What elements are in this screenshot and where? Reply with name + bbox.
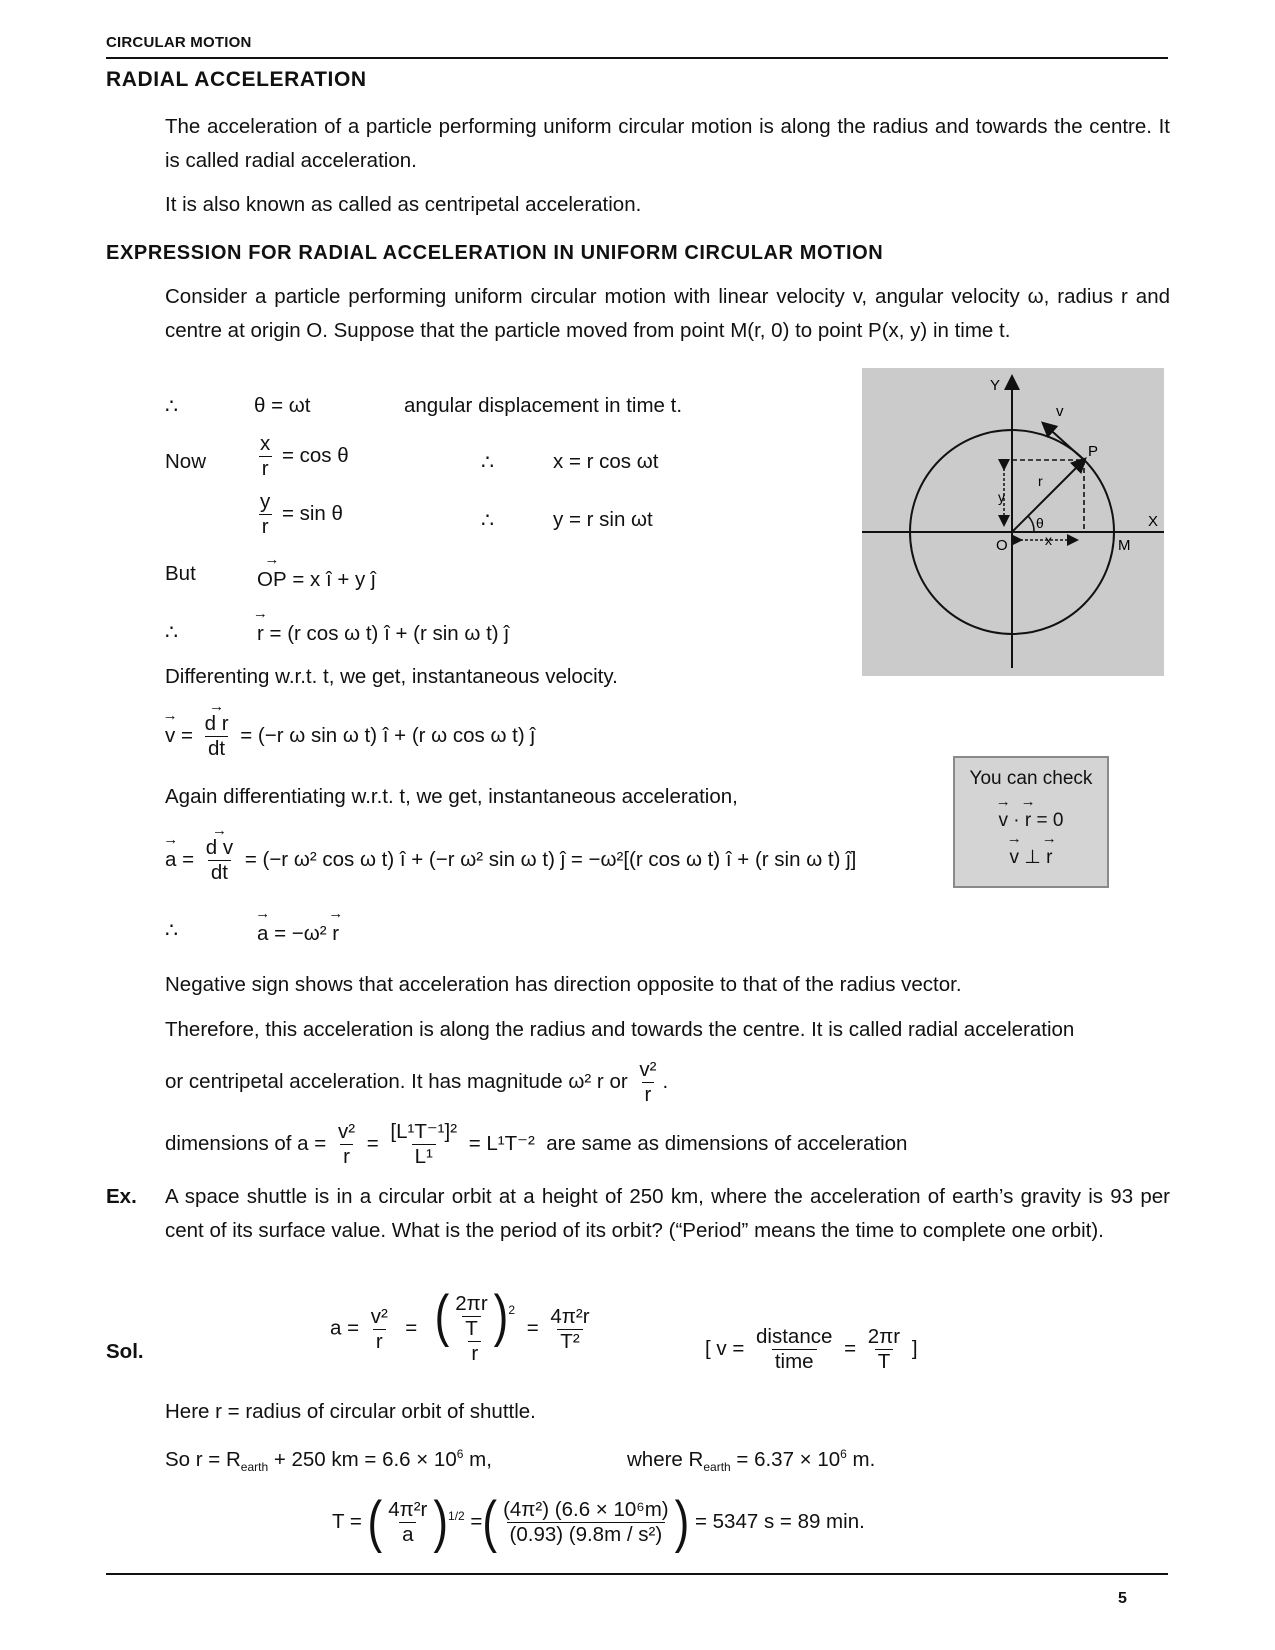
4pi2r-over-T2 [547, 1305, 592, 1354]
period-equation: T = ( $\frac{\text{4π²r}}{a}$ )$^{1/2}$ =( $\frac{\text{(4π²) (6.6 × 10⁶m)}}{\text{(0.93) (9.8m / s²)}}$ ) = 5347 s = 89 min. [332, 1490, 865, 1554]
paragraph-definition: The acceleration of a particle performing uniform circular motion is along the radius and towards the centre. It is called radial acceleration. [165, 115, 1170, 172]
dr-dt-fraction [202, 712, 232, 761]
y-over-r-equation [254, 490, 343, 539]
section-title-expression: EXPRESSION FOR RADIAL ACCELERATION IN UNIFORM CIRCULAR MOTION [106, 242, 884, 264]
T-equals: T = [332, 1509, 362, 1533]
section-title-radial-acceleration: RADIAL ACCELERATION [106, 68, 367, 91]
y-label: y [998, 489, 1005, 505]
x-label: x [1045, 532, 1052, 548]
fraction-numerator: (4π²) (6.6 × 10⁶m) [503, 1498, 669, 1521]
y-result: y = r sin ωt [553, 508, 653, 531]
4pi2r-over-a [385, 1498, 430, 1547]
theta-note-text: angular displacement in time t. [404, 394, 683, 417]
dim-fraction-1 [335, 1120, 358, 1169]
therefore-text: Therefore, this acceleration is along the radius and towards the centre. It is called radial acceleration [165, 1018, 1075, 1041]
fraction-numerator: 2πr [867, 1325, 901, 1348]
earth-radius-line [627, 1447, 875, 1474]
r-vector: → r [257, 622, 264, 646]
point-m-label: M [1118, 537, 1131, 554]
fraction-numerator: → d v [203, 836, 236, 860]
earth-radius-value: = 6.37 × 10 [730, 1447, 841, 1471]
example-text: A space shuttle is in a circular orbit at a height of 250 km, where the acceleration of earth’s gravity is 93 per cent of its surface value. What is the period of its orbit? (“Period” means the time to complete one orbit). [165, 1185, 1170, 1242]
velocity-rhs: = (−r ω sin ω t) î + (r ω cos ω t) ĵ [240, 723, 535, 747]
acceleration-equation: → a = → $\frac{\text{d v}}{dt}$ = (−r ω² cos ω t) î + (−r ω² sin ω t) ĵ = −ω²[(r cos ω t) î + (r sin ω t) ĵ] [165, 836, 856, 885]
fraction-denominator: time [772, 1349, 817, 1374]
fraction-numerator: y [260, 490, 271, 513]
velocity-definition: [ v = $\frac{\text{distance}}{\text{time}}$ = $\frac{2\pi r}{T}$ ] [705, 1325, 918, 1373]
fraction-numerator: → d r [202, 712, 232, 736]
fraction-numerator: distance [756, 1325, 833, 1348]
here-r-text: Here r = radius of circular orbit of shuttle. [165, 1400, 536, 1423]
r-vector: → r [332, 922, 339, 946]
dimension-result: = L¹T⁻² [468, 1131, 535, 1155]
numeric-fraction [500, 1498, 672, 1547]
paragraph-centripetal: It is also known as called as centripetal acceleration. [165, 193, 642, 216]
unit: m. [846, 1447, 876, 1471]
therefore-symbol: ∴ [481, 451, 495, 474]
check-note-box [953, 756, 1109, 888]
2pir-over-T [865, 1325, 903, 1374]
r-rhs: = (r cos ω t) î + (r sin ω t) ĵ [269, 622, 509, 645]
2pir-over-T-squared-over-r [432, 1284, 518, 1366]
page-number: 5 [1118, 1590, 1127, 1607]
check-note-title: You can check [969, 768, 1093, 789]
fraction-numerator: 4π²r [550, 1304, 590, 1328]
differentiating-velocity-text: Differenting w.r.t. t, we get, instantaneous velocity. [165, 665, 618, 688]
dot-product-line: → v · → r = 0 [955, 810, 1107, 832]
radius-vector [1012, 460, 1084, 532]
now-label: Now [165, 450, 207, 473]
r-value-line [165, 1447, 492, 1474]
therefore-symbol: ∴ [165, 919, 179, 942]
theta-arc [1028, 516, 1034, 532]
so-r: So r = R [165, 1447, 241, 1471]
fraction-numerator: v² [370, 1304, 388, 1328]
dimensions-line: dimensions of a = $\frac{\text{v²}}{r}$ = $\frac{\text{[L¹T⁻¹]²}}{\text{L¹}}$ = L¹T⁻² are same as dimensions of acceleration [165, 1120, 908, 1168]
velocity-label: v [1056, 403, 1064, 420]
earth-subscript: earth [240, 1459, 269, 1474]
footer-rule [106, 1573, 1168, 1575]
fraction-numerator: x [260, 432, 271, 455]
fraction-denominator: T [875, 1349, 894, 1374]
origin-label: O [996, 537, 1008, 554]
velocity-vector [1044, 424, 1084, 460]
fraction-numerator: v² [337, 1120, 356, 1143]
fraction-denominator: a [399, 1522, 416, 1547]
fraction-denominator: r [373, 1329, 386, 1354]
exponent: 6 [456, 1447, 464, 1461]
negative-sign-text: Negative sign shows that acceleration has direction opposite to that of the radius vector. [165, 973, 962, 996]
dimensions-label: dimensions of a = [165, 1131, 327, 1155]
fraction-numerator: ( $\frac{2\pi r}{T}$ )$^2$ [434, 1284, 515, 1348]
fraction-numerator: v² [639, 1058, 657, 1081]
x-over-r-fraction [257, 432, 273, 481]
radius-label: r [1038, 473, 1043, 489]
v2-over-r-fraction [636, 1058, 659, 1107]
theta-note [404, 394, 682, 418]
earth-subscript: earth [703, 1459, 731, 1474]
but-label: But [165, 562, 196, 585]
dimension-note: are same as dimensions of acceleration [546, 1131, 908, 1155]
sin-theta: = sin θ [281, 501, 343, 525]
op-rhs: = x î + y ĵ [292, 568, 376, 591]
therefore-symbol: ∴ [165, 621, 179, 644]
solution-equation: a = $\frac{\text{v²}}{r}$ = ( $\frac{2\pi r}{T}$ )$^2$ r = $\frac{\text{4π²r}}{\text{T²}}$ [330, 1292, 596, 1366]
solution-label: Sol. [106, 1340, 144, 1363]
fraction-denominator: T [462, 1316, 481, 1341]
fraction-denominator: L¹ [412, 1144, 436, 1169]
theta-equation: θ = ωt [254, 394, 311, 417]
velocity-equation: → v = → $\frac{\text{d r}}{dt}$ = (−r ω sin ω t) î + (r ω cos ω t) ĵ [165, 712, 535, 761]
fraction-denominator: r [259, 456, 272, 481]
fraction-denominator: (0.93) (9.8m / s²) [507, 1522, 666, 1547]
theta-label: θ [1036, 515, 1044, 531]
where-r: where R [627, 1447, 704, 1471]
paragraph-intro: Consider a particle performing uniform circular motion with linear velocity v, angular velocity ω, radius r and centre at origin O. Suppose that the particle moved from point M(r, 0) to point P(x, y) in time t. [165, 285, 1170, 342]
a-equals: a = [330, 1316, 360, 1340]
dv-dt-fraction [203, 836, 236, 885]
v2-over-r [368, 1305, 391, 1354]
distance-over-time [753, 1325, 835, 1374]
magnitude-text: or centripetal acceleration. It has magnitude ω² r or [165, 1069, 628, 1093]
r-value: + 250 km = 6.6 × 10 [268, 1447, 457, 1471]
example-label: Ex. [106, 1185, 137, 1208]
fraction-denominator: dt [205, 736, 228, 761]
diagram-svg [862, 368, 1164, 676]
therefore-symbol: ∴ [481, 509, 495, 532]
fraction-denominator: r [259, 514, 272, 539]
unit: m, [463, 1447, 492, 1471]
r-vector-equation [257, 622, 509, 646]
circular-motion-diagram [862, 368, 1164, 676]
dim-fraction-2 [387, 1120, 460, 1169]
op-vector-equation [257, 568, 376, 592]
a-vector: → a [165, 848, 176, 872]
x-over-r-equation [254, 432, 349, 481]
fraction-numerator: 2πr [455, 1292, 488, 1315]
a-vector: → a [257, 922, 268, 946]
cos-theta: = cos θ [281, 443, 349, 467]
fraction-denominator: T² [557, 1329, 582, 1354]
fraction-denominator: r [468, 1341, 481, 1366]
period-result: = 5347 s = 89 min. [694, 1509, 865, 1533]
2pir-over-T [452, 1292, 490, 1341]
exponent: 6 [840, 1447, 847, 1461]
x-result: x = r cos ωt [553, 450, 659, 473]
fraction-denominator: r [340, 1144, 353, 1169]
v-equals: v = [716, 1336, 745, 1360]
acceleration-rhs: = (−r ω² cos ω t) î + (−r ω² sin ω t) ĵ = −ω²[(r cos ω t) î + (r sin ω t) ĵ] [244, 847, 857, 871]
y-over-r-fraction [257, 490, 273, 539]
fraction-numerator: [L¹T⁻¹]² [390, 1120, 458, 1143]
running-header: CIRCULAR MOTION [106, 34, 252, 51]
header-rule [106, 57, 1168, 59]
x-axis-label: X [1148, 513, 1159, 530]
y-axis-label: Y [990, 377, 1001, 394]
fraction-denominator: r [642, 1082, 655, 1107]
differentiating-acceleration-text: Again differentiating w.r.t. t, we get, instantaneous acceleration, [165, 785, 738, 808]
acceleration-final: → a = −ω² → r [257, 922, 339, 946]
v-vector: → v [165, 724, 175, 748]
fraction-denominator: dt [208, 860, 231, 885]
op-vector: → OP [257, 568, 287, 592]
point-p-label: P [1088, 443, 1099, 460]
magnitude-line: or centripetal acceleration. It has magnitude ω² r or $\frac{\text{v²}}{r}$ . [165, 1058, 669, 1106]
exponent: 1/2 [448, 1509, 465, 1524]
perpendicular-line: → v ⊥ → r [955, 846, 1107, 869]
fraction-numerator: 4π²r [388, 1498, 428, 1521]
therefore-symbol: ∴ [165, 395, 179, 418]
